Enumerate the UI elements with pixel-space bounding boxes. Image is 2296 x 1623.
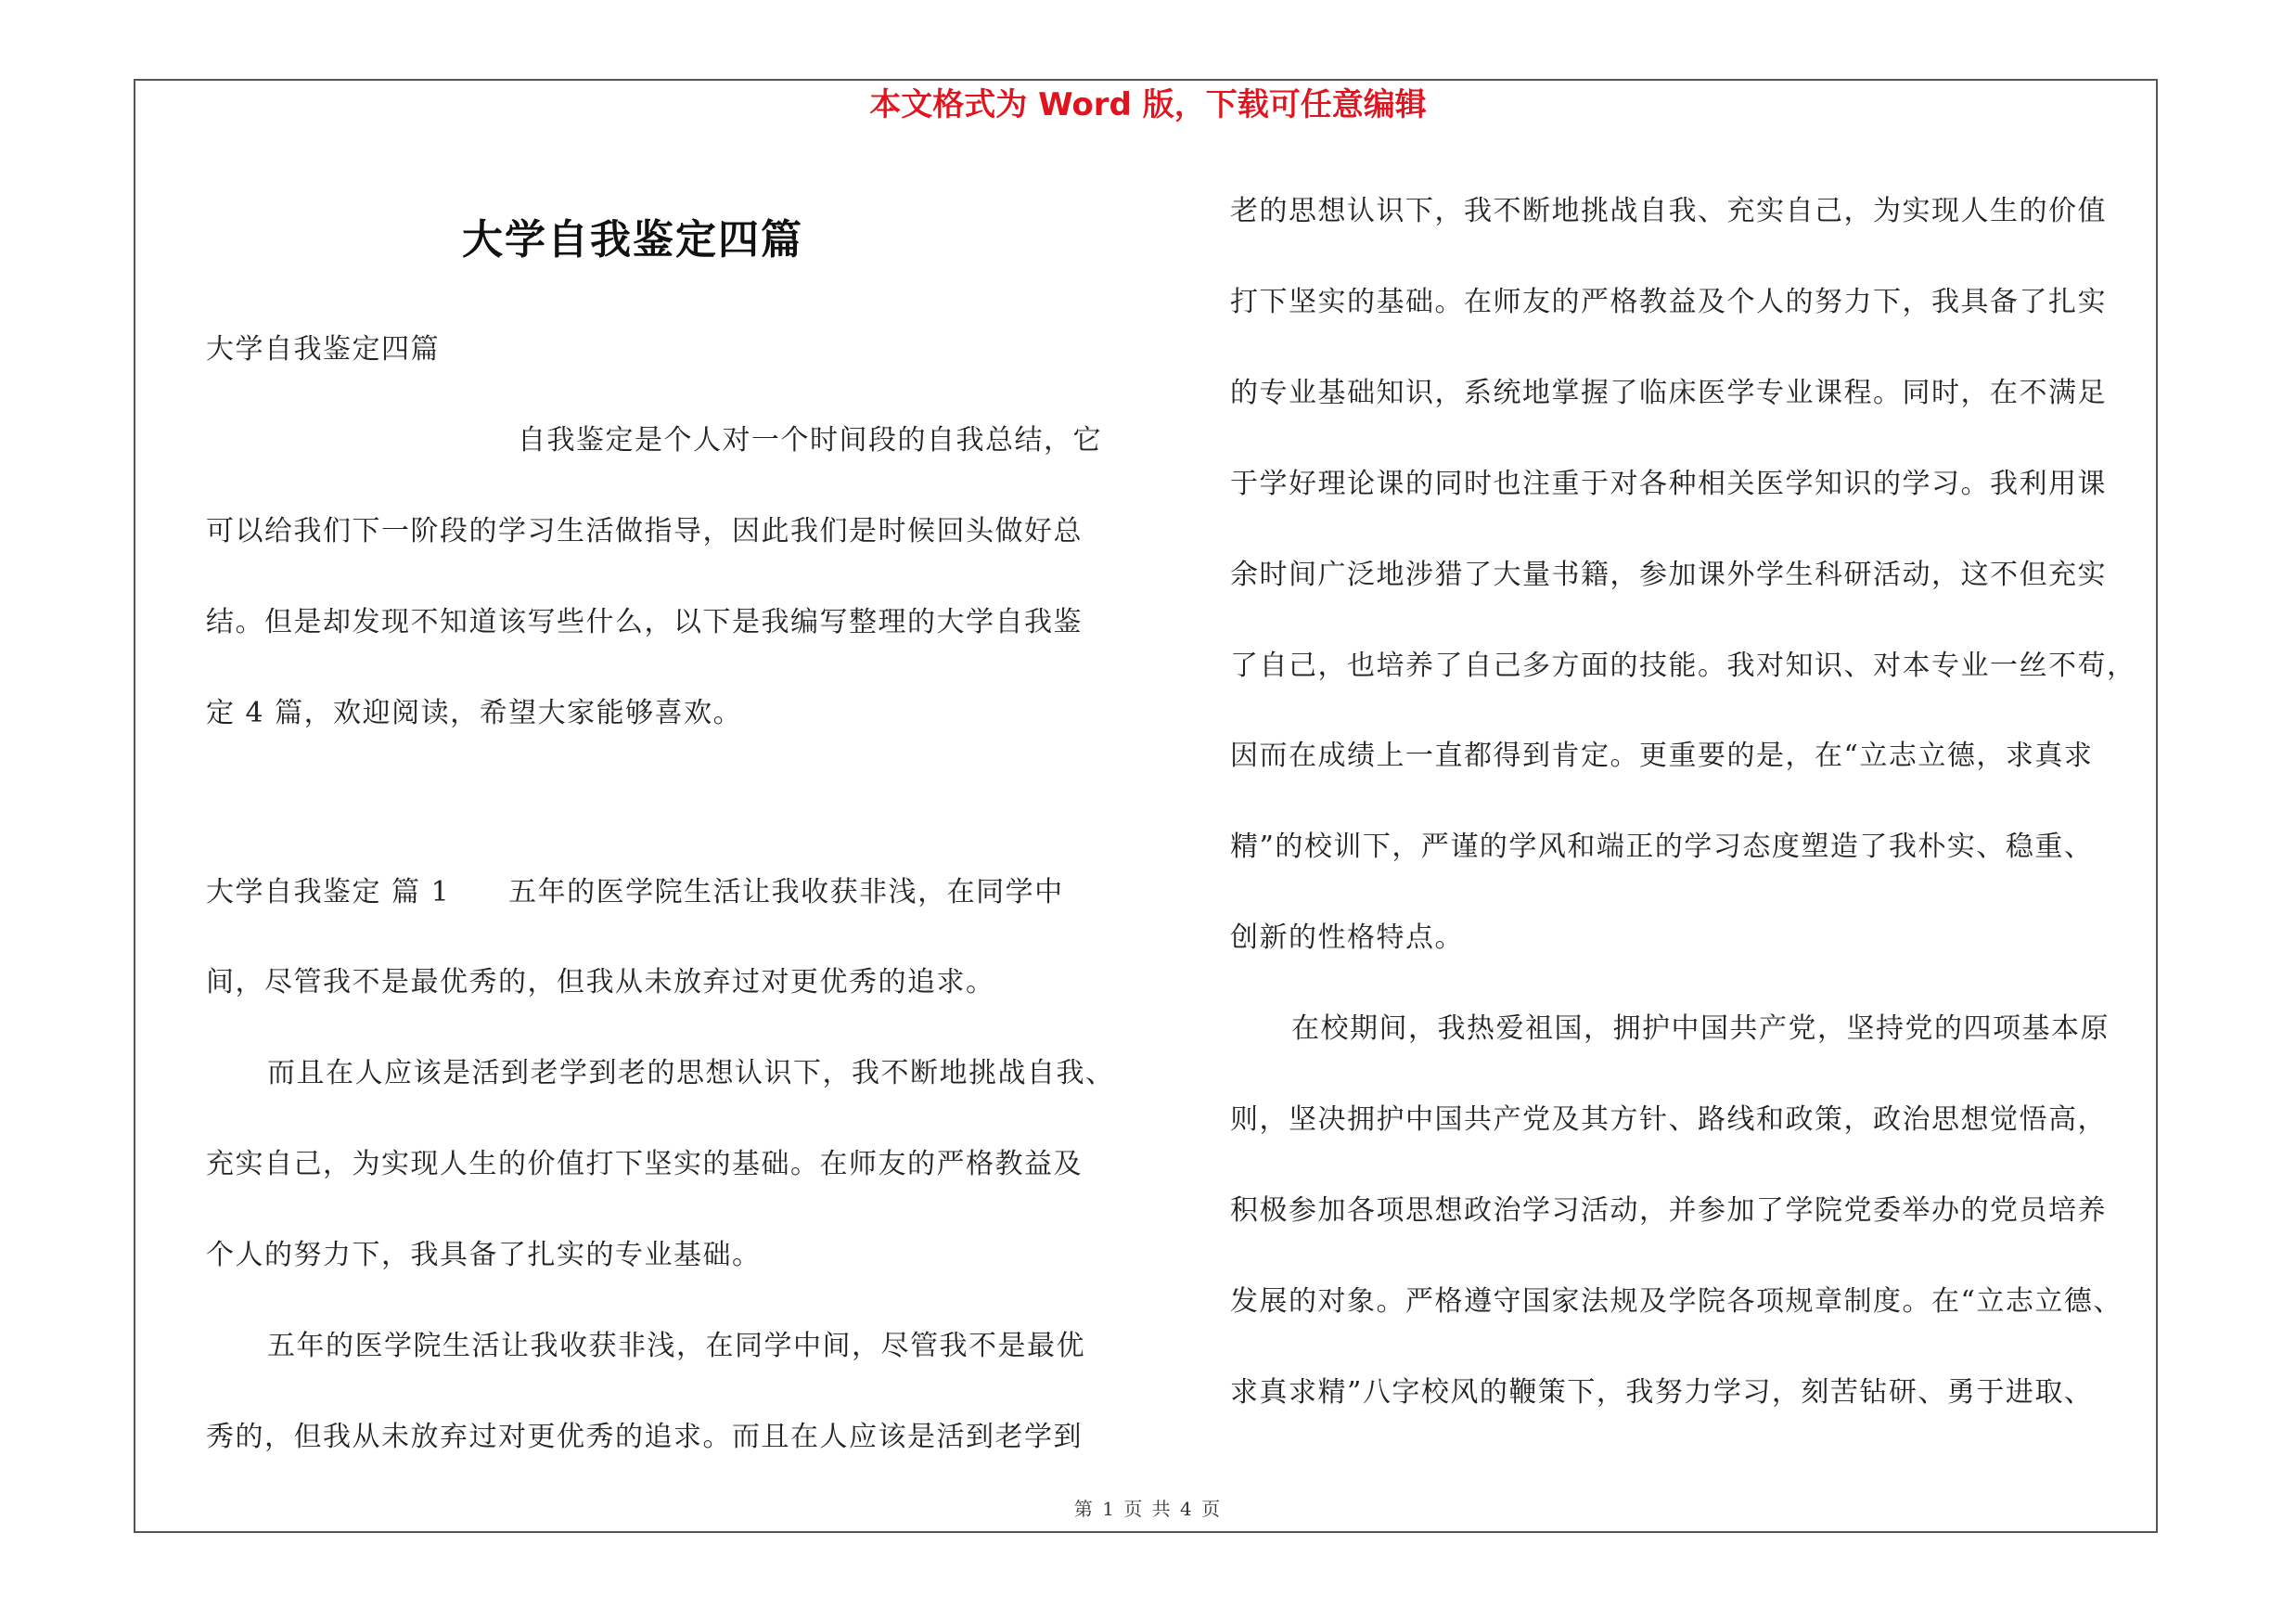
paragraph-line: 秀的，但我从未放弃过对更优秀的追求。而且在人应该是活到老学到 [206, 1421, 1083, 1453]
paragraph-line: 余时间广泛地涉猎了大量书籍，参加课外学生科研活动，这不但充实 [1230, 559, 2107, 591]
paragraph-line: 求真求精”八字校风的鞭策下，我努力学习，刻苦钻研、勇于进取、 [1230, 1376, 2094, 1409]
paragraph-line: 于学好理论课的同时也注重于对各种相关医学知识的学习。我利用课 [1230, 468, 2107, 500]
subtitle-line: 大学自我鉴定四篇 [206, 333, 440, 366]
paragraph-line: 则，坚决拥护中国共产党及其方针、路线和政策，政治思想觉悟高， [1230, 1103, 2107, 1136]
paragraph-line: 打下坚实的基础。在师友的严格教益及个人的努力下，我具备了扎实 [1230, 286, 2107, 318]
paragraph-line: 老的思想认识下，我不断地挑战自我、充实自己，为实现人生的价值 [1230, 195, 2107, 227]
paragraph-line: 创新的性格特点。 [1230, 921, 1464, 954]
document-title: 大学自我鉴定四篇 [462, 216, 803, 264]
paragraph-line: 因而在成绩上一直都得到肯定。更重要的是，在“立志立德，求真求 [1230, 740, 2094, 772]
paragraph-line: 结。但是却发现不知道该写些什么，以下是我编写整理的大学自我鉴 [206, 606, 1083, 638]
page-footer: 第 1 页 共 4 页 [1073, 1498, 1223, 1520]
paragraph-line: 充实自己，为实现人生的价值打下坚实的基础。在师友的严格教益及 [206, 1148, 1083, 1180]
paragraph-line: 自我鉴定是个人对一个时间段的自我总结，它 [518, 424, 1102, 457]
paragraph-line: 而且在人应该是活到老学到老的思想认识下，我不断地挑战自我、 [267, 1057, 1115, 1089]
paragraph-line: 可以给我们下一阶段的学习生活做指导，因此我们是时候回头做好总 [206, 515, 1083, 547]
paragraph-line: 了自己，也培养了自己多方面的技能。我对知识、对本专业一丝不苟， [1230, 650, 2136, 682]
paragraph-line: 精”的校训下，严谨的学风和端正的学习态度塑造了我朴实、稳重、 [1230, 831, 2094, 863]
paragraph-line: 五年的医学院生活让我收获非浅，在同学中间，尽管我不是最优 [267, 1330, 1085, 1362]
word-format-banner: 本文格式为 Word 版，下载可任意编辑 [869, 86, 1427, 123]
paragraph-line: 发展的对象。严格遵守国家法规及学院各项规章制度。在“立志立德、 [1230, 1285, 2123, 1318]
paragraph-line: 积极参加各项思想政治学习活动，并参加了学院党委举办的党员培养 [1230, 1194, 2107, 1227]
paragraph-line: 定 4 篇，欢迎阅读，希望大家能够喜欢。 [206, 697, 743, 729]
paragraph-line: 在校期间，我热爱祖国，拥护中国共产党，坚持党的四项基本原 [1291, 1012, 2110, 1045]
paragraph-line: 间，尽管我不是最优秀的，但我从未放弃过对更优秀的追求。 [206, 966, 995, 998]
section-heading-line: 大学自我鉴定 篇 1 五年的医学院生活让我收获非浅，在同学中 [206, 876, 1064, 908]
paragraph-line: 的专业基础知识，系统地掌握了临床医学专业课程。同时，在不满足 [1230, 377, 2107, 409]
paragraph-line: 个人的努力下，我具备了扎实的专业基础。 [206, 1239, 762, 1271]
